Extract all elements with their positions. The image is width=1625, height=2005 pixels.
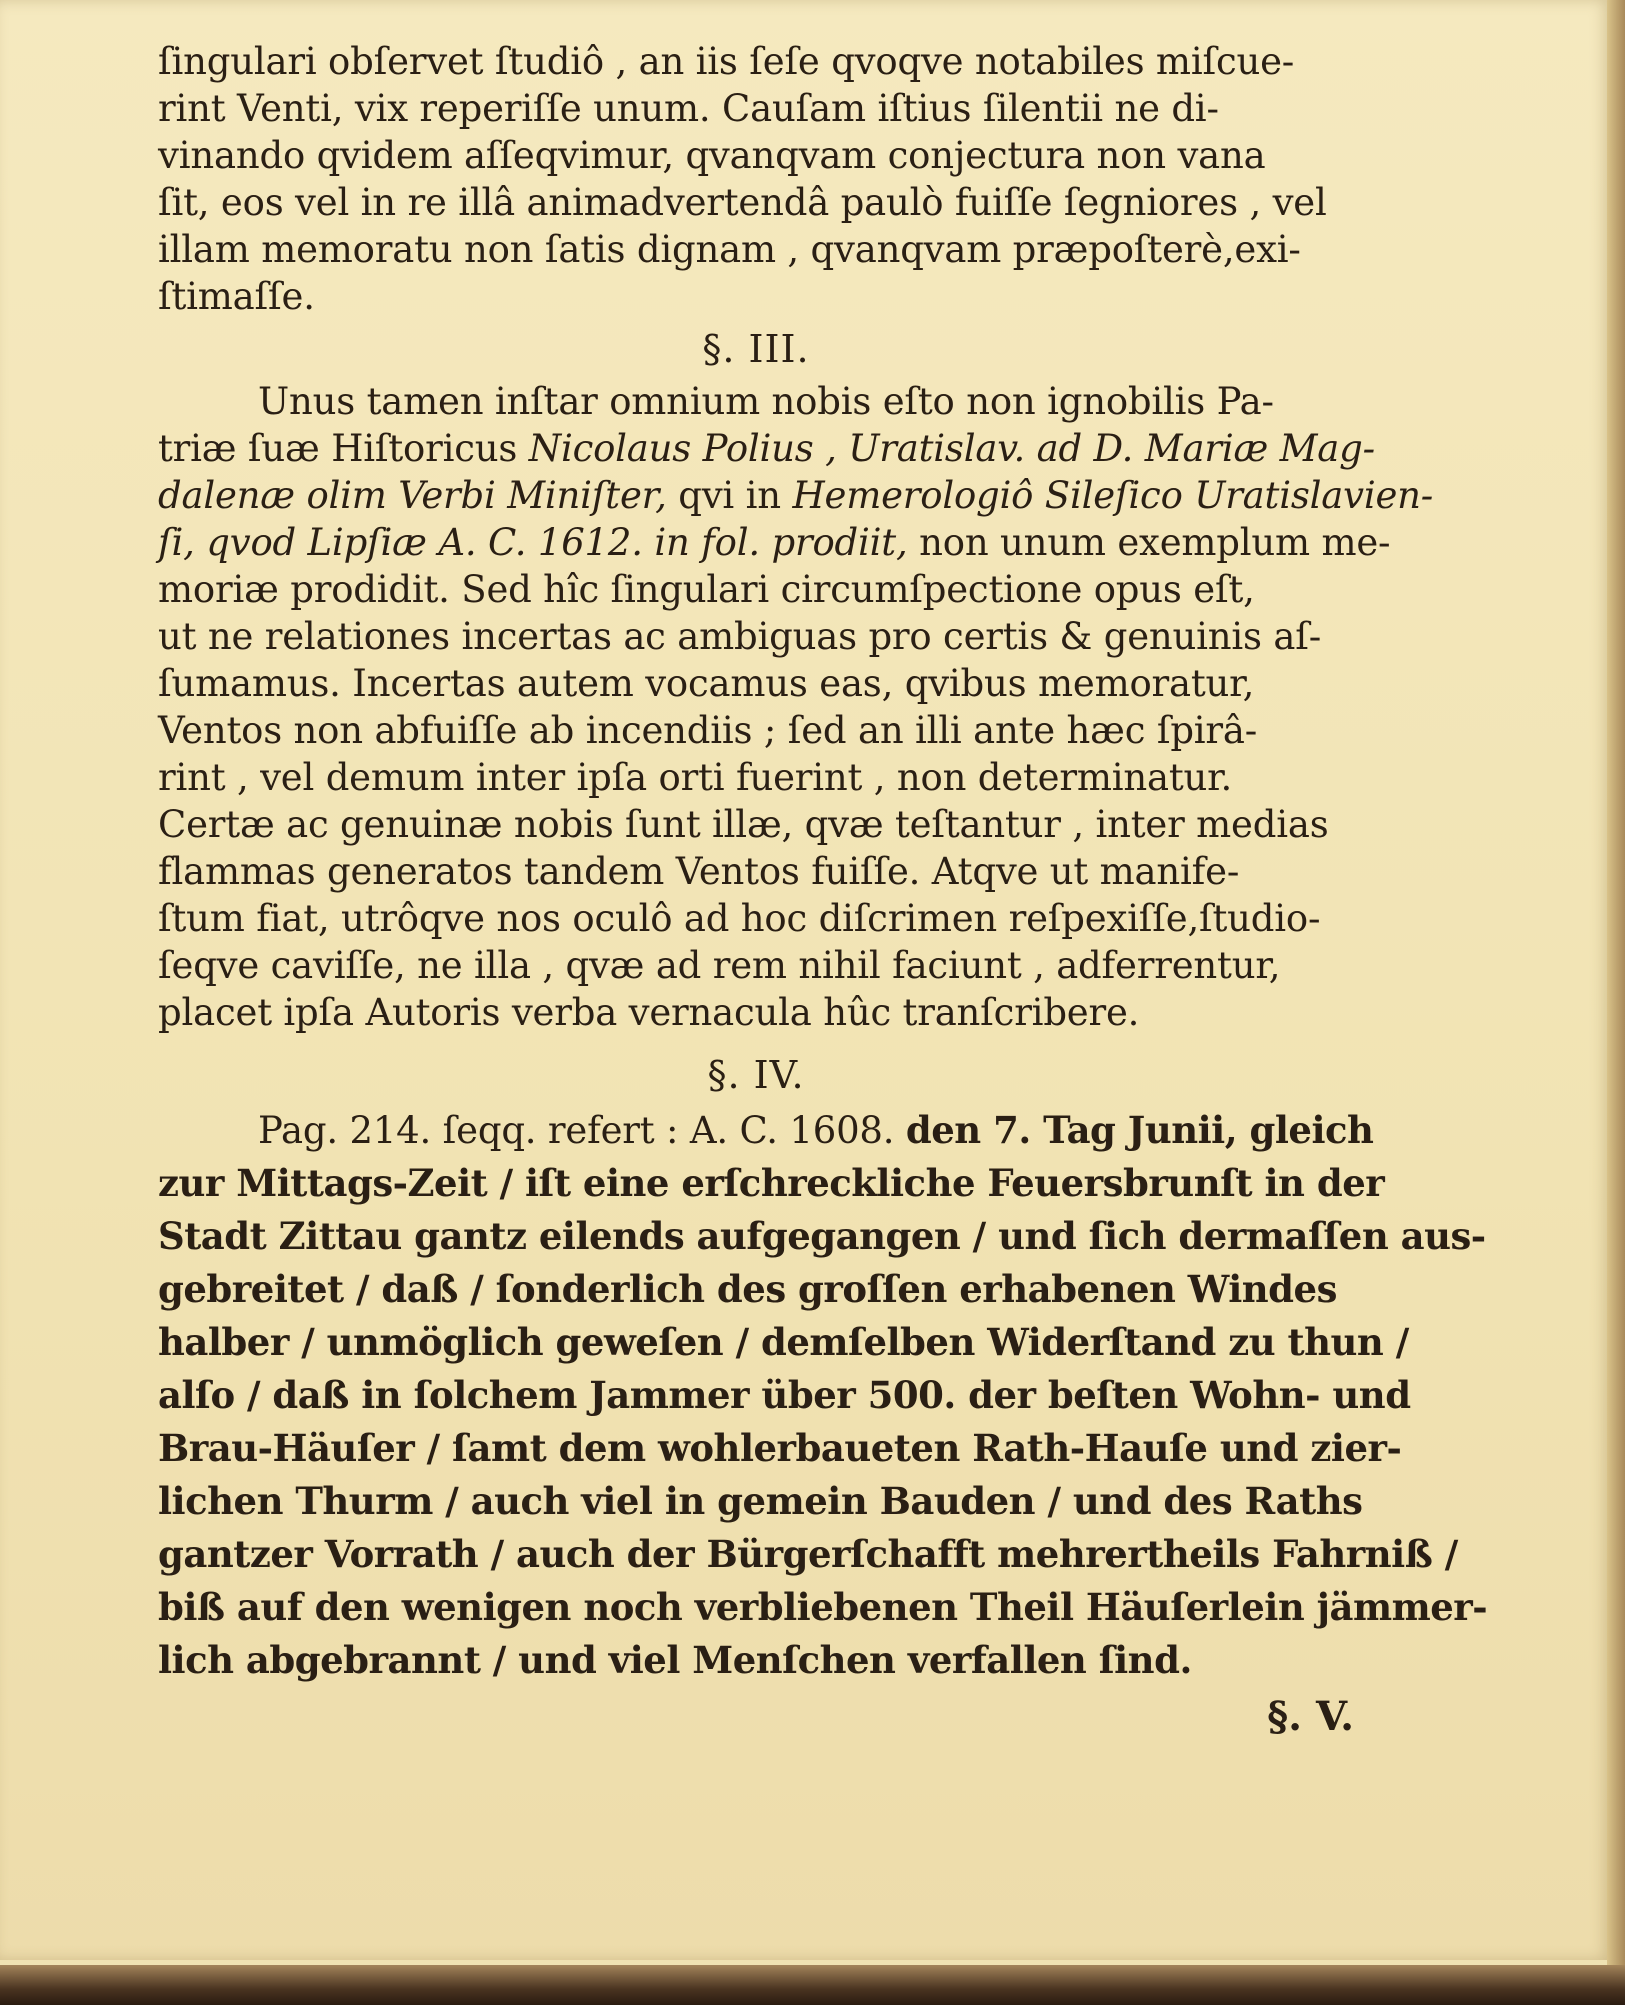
german-quote: [158, 1104, 1488, 1687]
fraktur-line: biß auf den wenigen noch verbliebenen Theil Häuſerlein jämmer-: [158, 1585, 1488, 1629]
text-line: rint Venti, vix reperiſſe unum. Cauſam iſtius ſilentii ne di-: [158, 87, 1219, 130]
page-edge-right: [1607, 0, 1625, 1965]
text-line: [158, 472, 1434, 519]
text-line: illam memoratu non ſatis dignam , qvanqvam præpoſterè,exi-: [158, 228, 1301, 271]
text-line: placet ipſa Autoris verba vernacula hûc tranſcribere.: [158, 991, 1140, 1034]
text-line: [158, 425, 1375, 472]
catchword: §. V.: [1267, 1693, 1354, 1740]
text-line: ſtimaſſe.: [158, 275, 315, 318]
fraktur-line: Brau-Häuſer / ſamt dem wohlerbaueten Rath-Hauſe und zier-: [158, 1426, 1402, 1470]
fraktur-line: gebreitet / daß / ſonderlich des groſſen erhabenen Windes: [158, 1267, 1337, 1311]
fraktur-line: gantzer Vorrath / auch der Bürgerſchafft mehrertheils Fahrniß /: [158, 1532, 1458, 1576]
text-line: Ventos non abfuiſſe ab incendiis ; ſed an illi ante hæc ſpirâ-: [158, 709, 1258, 752]
section-heading-3: §. III.: [702, 327, 810, 371]
text-line: ſeqve caviſſe, ne illa , qvæ ad rem nihil faciunt , adferrentur,: [158, 944, 1281, 987]
fraktur-line: alſo / daß in ſolchem Jammer über 500. der beſten Wohn- und: [158, 1373, 1411, 1417]
text-line: rint , vel demum inter ipſa orti fuerint , non determinatur.: [158, 756, 1233, 799]
text-line: flammas generatos tandem Ventos fuiſſe. Atqve ut manife-: [158, 850, 1240, 893]
page-text: [158, 38, 1488, 1747]
fraktur-line: lichen Thurm / auch viel in gemein Bauden / und des Raths: [158, 1479, 1363, 1523]
section-heading-4: §. IV.: [707, 1053, 805, 1097]
text-line: vinando qvidem aſſeqvimur, qvanqvam conjectura non vana: [158, 134, 1266, 177]
text-line: ſumamus. Incertas autem vocamus eas, qvibus memoratur,: [158, 662, 1255, 705]
text-line: [158, 1104, 1374, 1157]
text-line: ut ne relationes incertas ac ambiguas pro certis & genuinis aſ-: [158, 615, 1322, 658]
text-line: [158, 519, 1391, 566]
text-line: ſingulari obſervet ſtudiô , an iis ſeſe qvoqve notabiles miſcue-: [158, 40, 1295, 83]
text-run: non unum exemplum me-: [907, 521, 1391, 564]
text-line: Unus tamen inſtar omnium nobis eſto non ignobilis Pa-: [258, 380, 1274, 423]
italic-run: dalenæ olim Verbi Miniſter,: [158, 474, 667, 517]
paragraph-2: [158, 378, 1434, 1036]
italic-run: ſi, qvod Lipſiæ A. C. 1612. in fol. prodiit,: [158, 521, 908, 564]
italic-run: Hemerologiô Sileſico Uratislavien-: [792, 474, 1434, 517]
paragraph-1: [158, 38, 1354, 320]
fraktur-line: halber / unmöglich geweſen / demſelben Widerſtand zu thun /: [158, 1320, 1409, 1364]
fraktur-run: den 7. Tag Junii, gleich: [905, 1108, 1374, 1152]
fraktur-line: zur Mittags-Zeit / iſt eine erſchreckliche Feuersbrunſt in der: [158, 1161, 1385, 1205]
text-line: ſit, eos vel in re illâ animadvertendâ paulò fuiſſe ſegniores , vel: [158, 181, 1327, 224]
italic-run: Nicolaus Polius , Uratislav. ad D. Mariæ Mag-: [528, 427, 1375, 470]
fraktur-line: lich abgebrannt / und viel Menſchen verfallen ſind.: [158, 1638, 1192, 1682]
fraktur-line: Stadt Zittau gantz eilends aufgegangen / und ſich dermaſſen aus-: [158, 1214, 1486, 1258]
text-line: ſtum fiat, utrôqve nos oculô ad hoc diſcrimen reſpexiſſe,ſtudio-: [158, 897, 1321, 940]
text-run: Pag. 214. ſeqq. refert : A. C. 1608.: [258, 1109, 906, 1152]
text-run: qvi in: [666, 474, 793, 517]
page-edge-bottom: [0, 1965, 1625, 2005]
text-run: triæ ſuæ Hiſtoricus: [158, 427, 529, 470]
text-line: Certæ ac genuinæ nobis ſunt illæ, qvæ teſtantur , inter medias: [158, 803, 1329, 846]
text-line: moriæ prodidit. Sed hîc ſingulari circumſpectione opus eſt,: [158, 568, 1255, 611]
